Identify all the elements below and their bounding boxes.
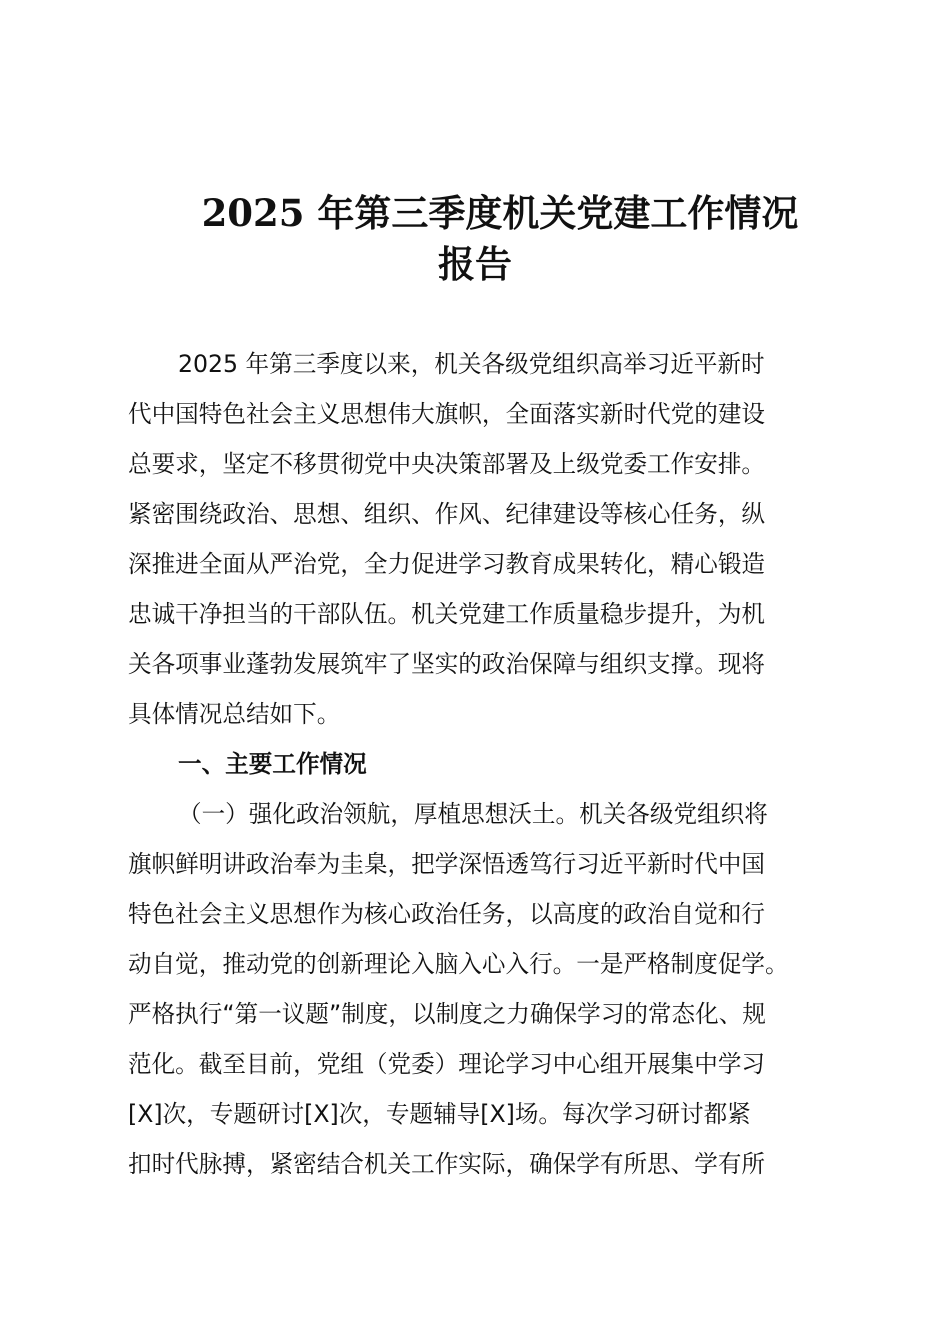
- paragraph-line: 关各项事业蓬勃发展筑牢了坚实的政治保障与组织支撑。现将: [128, 650, 766, 678]
- paragraph-line: 2025 年第三季度以来，机关各级党组织高举习近平新时: [178, 350, 765, 378]
- paragraph-line: 深推进全面从严治党，全力促进学习教育成果转化，精心锻造: [128, 550, 766, 578]
- paragraph-line: 特色社会主义思想作为核心政治任务，以高度的政治自觉和行: [128, 900, 766, 928]
- paragraph-line: 总要求，坚定不移贯彻党中央决策部署及上级党委工作安排。: [128, 450, 766, 478]
- paragraph-line: 严格执行“第一议题”制度，以制度之力确保学习的常态化、规: [128, 1000, 766, 1028]
- paragraph-line: 旗帜鲜明讲政治奉为圭臬，把学深悟透笃行习近平新时代中国: [128, 850, 766, 878]
- paragraph-line: [X]次，专题研讨[X]次，专题辅导[X]场。每次学习研讨都紧: [128, 1100, 751, 1128]
- paragraph-line: 忠诚干净担当的干部队伍。机关党建工作质量稳步提升，为机: [128, 600, 766, 628]
- title-line: 报告: [438, 242, 512, 286]
- paragraph-line: 代中国特色社会主义思想伟大旗帜，全面落实新时代党的建设: [128, 400, 766, 428]
- document-title: [0, 188, 950, 290]
- paragraph-line: 动自觉，推动党的创新理论入脑入心入行。一是严格制度促学。: [128, 950, 789, 978]
- paragraph-line: （一）强化政治领航，厚植思想沃土。机关各级党组织将: [178, 800, 768, 828]
- document-body: [128, 339, 828, 1189]
- section-heading: 一、主要工作情况: [178, 750, 367, 778]
- paragraph-line: 扣时代脉搏，紧密结合机关工作实际，确保学有所思、学有所: [128, 1150, 766, 1178]
- paragraph-line: 范化。截至目前，党组（党委）理论学习中心组开展集中学习: [128, 1050, 766, 1078]
- paragraph-line: 具体情况总结如下。: [128, 700, 341, 728]
- title-line: 2025 年第三季度机关党建工作情况: [201, 191, 799, 235]
- paragraph-line: 紧密围绕政治、思想、组织、作风、纪律建设等核心任务，纵: [128, 500, 766, 528]
